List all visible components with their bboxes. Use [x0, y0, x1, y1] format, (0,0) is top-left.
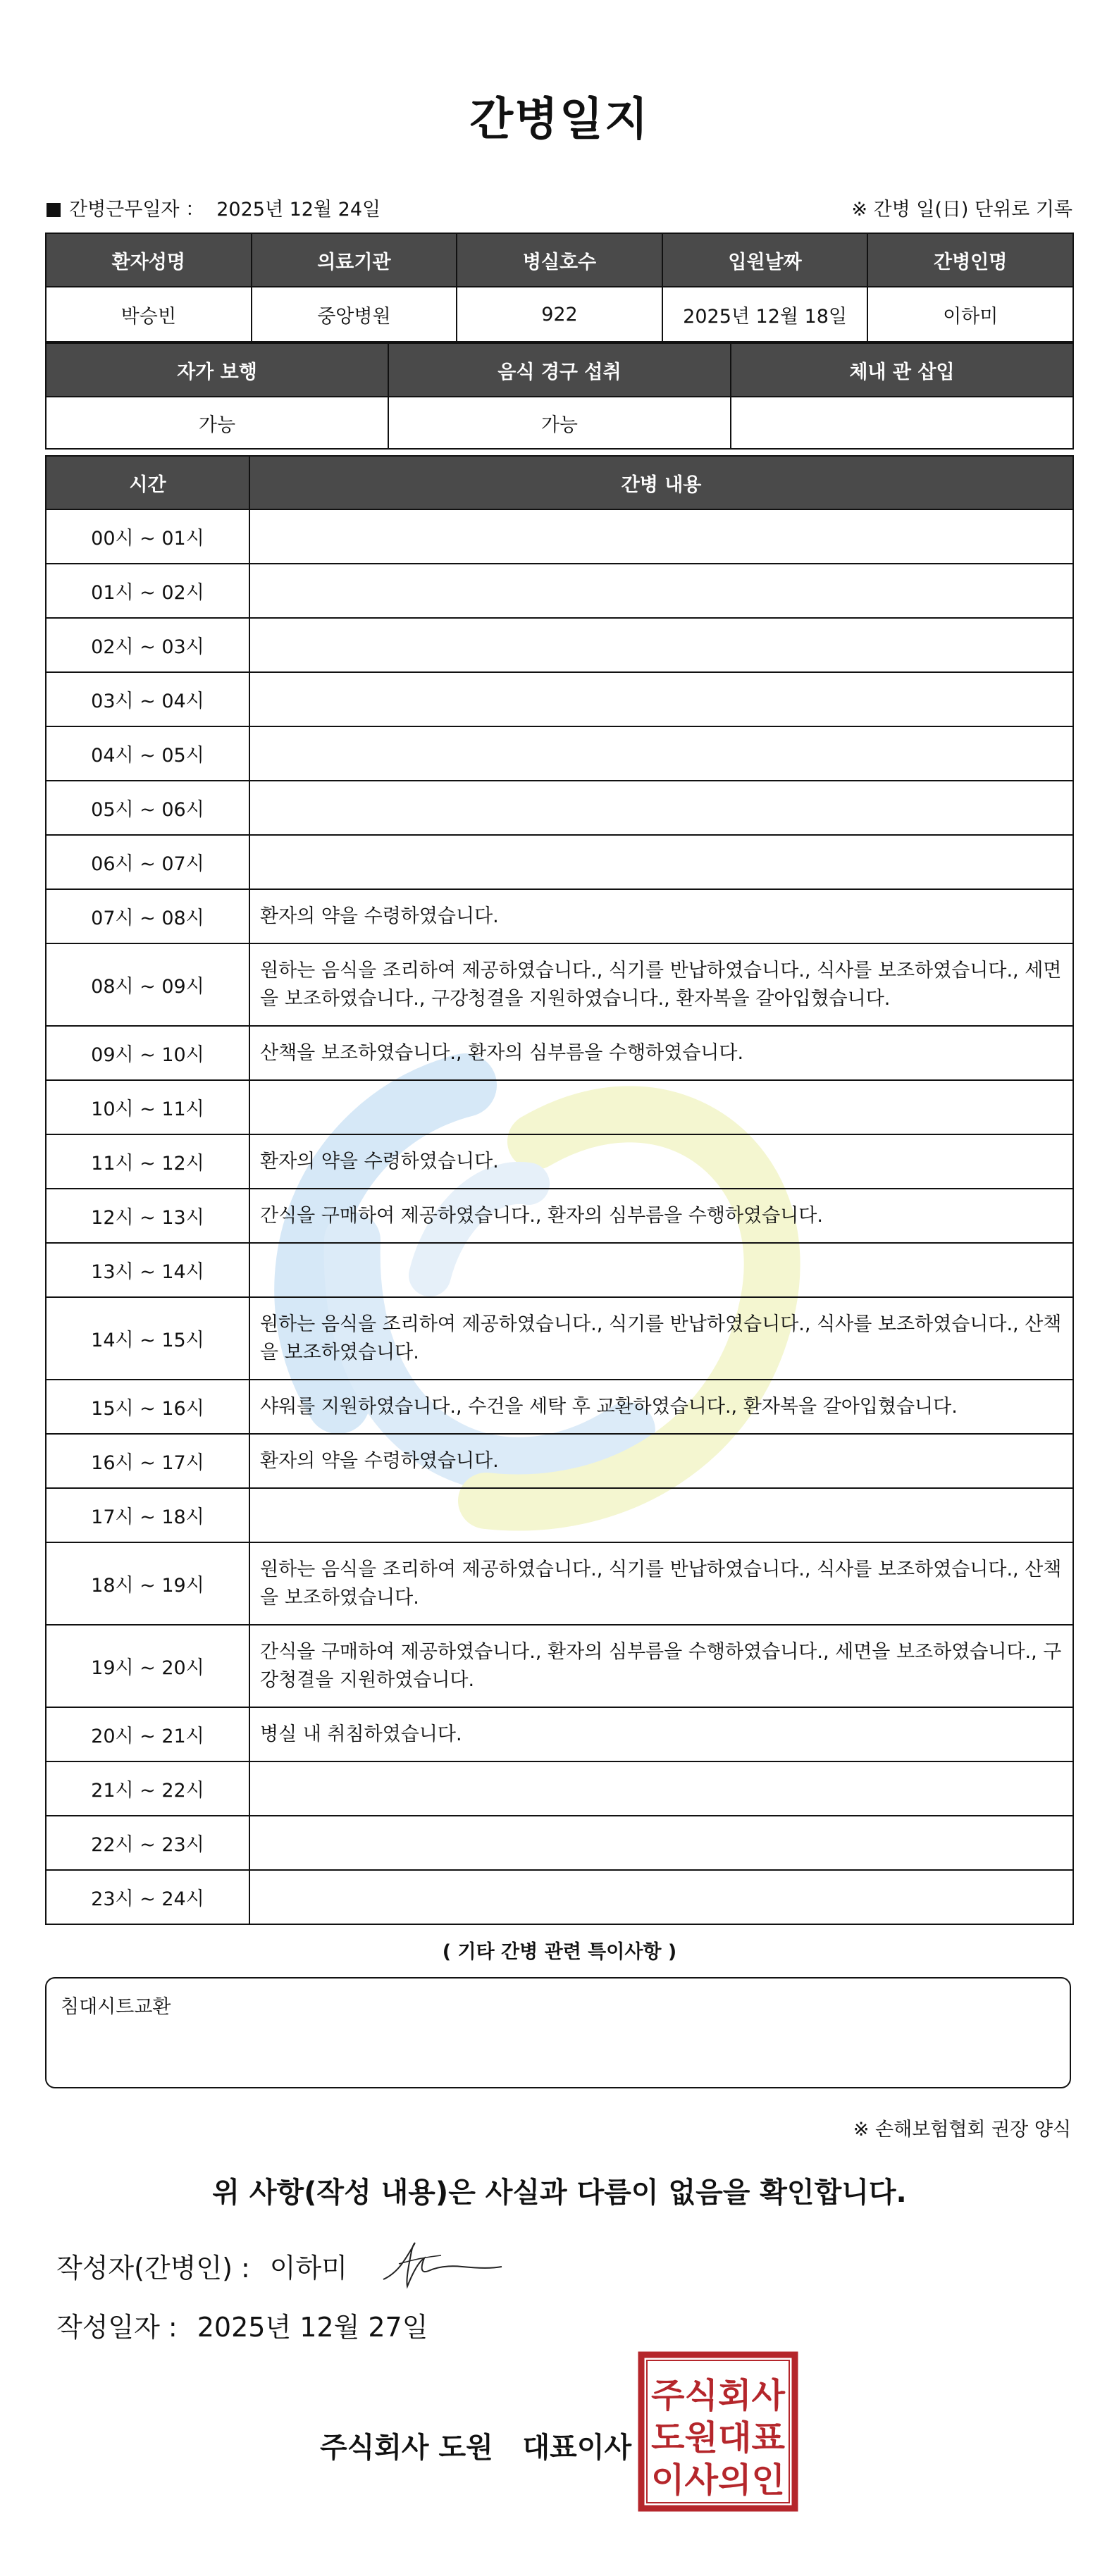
table-row — [46, 835, 1073, 889]
care-content — [249, 1816, 1073, 1870]
company-title: 대표이사 — [522, 2432, 632, 2464]
time-slot: 17시 ~ 18시 — [46, 1488, 249, 1542]
work-date-value: 2025년 12월 24일 — [216, 198, 381, 221]
table-row — [46, 889, 1073, 943]
table-row — [46, 1243, 1073, 1297]
tube-insertion-value — [731, 397, 1073, 449]
time-slot: 12시 ~ 13시 — [46, 1189, 249, 1243]
table-row — [46, 1761, 1073, 1816]
date-value: 2025년 12월 27일 — [197, 2312, 428, 2343]
work-date-label: 간병근무일자 ： — [69, 198, 205, 221]
work-date — [47, 194, 381, 221]
care-content — [249, 564, 1073, 618]
square-bullet-icon — [47, 203, 61, 217]
document-title: 간병일지 — [469, 94, 650, 146]
patient-info-value-row — [46, 287, 1073, 342]
care-content: 환자의 약을 수령하였습니다. — [249, 1434, 1073, 1488]
header-time: 시간 — [46, 456, 249, 509]
seal-text-line: 이사의인 — [651, 2460, 785, 2500]
time-slot: 01시 ~ 02시 — [46, 564, 249, 618]
table-row — [46, 564, 1073, 618]
seal-text-line: 주식회사 — [651, 2376, 786, 2415]
table-row — [46, 1707, 1073, 1761]
self-walking-value: 가능 — [46, 397, 388, 449]
hospital-name: 중앙병원 — [252, 287, 457, 342]
care-content: 간식을 구매하여 제공하였습니다., 환자의 심부름을 수행하였습니다. — [249, 1189, 1073, 1243]
care-content: 환자의 약을 수령하였습니다. — [249, 889, 1073, 943]
care-content — [249, 1488, 1073, 1542]
caregiver-name: 이하미 — [867, 287, 1073, 342]
care-content: 산책을 보조하였습니다., 환자의 심부름을 수행하였습니다. — [249, 1026, 1073, 1080]
care-content: 원하는 음식을 조리하여 제공하였습니다., 식기를 반납하였습니다., 식사를 보조하였습니다., 산책을 보조하였습니다. — [249, 1297, 1073, 1380]
time-slot: 13시 ~ 14시 — [46, 1243, 249, 1297]
table-row — [46, 1625, 1073, 1707]
header-caregiver-name: 간병인명 — [867, 233, 1073, 287]
header-tube-insertion: 체내 관 삽입 — [731, 343, 1073, 397]
header-care-content: 간병 내용 — [249, 456, 1073, 509]
time-slot: 21시 ~ 22시 — [46, 1761, 249, 1816]
table-row — [46, 1434, 1073, 1488]
header-hospital: 의료기관 — [252, 233, 457, 287]
table-row — [46, 1026, 1073, 1080]
care-content — [249, 618, 1073, 672]
time-slot: 04시 ~ 05시 — [46, 726, 249, 781]
care-content: 원하는 음식을 조리하여 제공하였습니다., 식기를 반납하였습니다., 식사를 보조하였습니다., 산책을 보조하였습니다. — [249, 1542, 1073, 1625]
author-name: 이하미 — [269, 2253, 347, 2284]
header-oral-intake: 음식 경구 섭취 — [388, 343, 731, 397]
care-content: 샤워를 지원하였습니다., 수건을 세탁 후 교환하였습니다., 환자복을 갈아입혔습니다. — [249, 1380, 1073, 1434]
confirmation-statement: 위 사항(작성 내용)은 사실과 다름이 없음을 확인합니다. — [212, 2176, 907, 2209]
handwritten-signature-icon — [378, 2230, 505, 2297]
room-number: 922 — [457, 287, 662, 342]
header-admission-date: 입원날짜 — [662, 233, 868, 287]
table-row — [46, 781, 1073, 835]
care-content: 원하는 음식을 조리하여 제공하였습니다., 식기를 반납하였습니다., 식사를 보조하였습니다., 세면을 보조하였습니다., 구강청결을 지원하였습니다., 환자복을 갈아입혔습니다. — [249, 943, 1073, 1026]
care-content: 간식을 구매하여 제공하였습니다., 환자의 심부름을 수행하였습니다., 세면을 보조하였습니다., 구강청결을 지원하였습니다. — [249, 1625, 1073, 1707]
admission-date: 2025년 12월 18일 — [662, 287, 868, 342]
oral-intake-value: 가능 — [388, 397, 731, 449]
care-content — [249, 509, 1073, 564]
time-slot: 07시 ~ 08시 — [46, 889, 249, 943]
care-content: 환자의 약을 수령하였습니다. — [249, 1134, 1073, 1189]
author-label: 작성자(간병인) : — [56, 2253, 250, 2284]
company-name: 주식회사 도원 — [320, 2432, 493, 2464]
time-slot: 23시 ~ 24시 — [46, 1870, 249, 1924]
care-content — [249, 781, 1073, 835]
table-row — [46, 1080, 1073, 1134]
care-log-table — [45, 455, 1074, 1925]
date-line — [56, 2305, 428, 2344]
table-row — [46, 1380, 1073, 1434]
patient-info-table — [45, 233, 1074, 342]
table-row — [46, 1134, 1073, 1189]
care-content — [249, 1243, 1073, 1297]
author-line — [56, 2246, 347, 2285]
source-note: ※ 손해보험협회 권장 양식 — [853, 2119, 1071, 2141]
table-row — [46, 943, 1073, 1026]
care-content — [249, 835, 1073, 889]
date-label: 작성일자 : — [56, 2312, 178, 2343]
time-slot: 05시 ~ 06시 — [46, 781, 249, 835]
time-slot: 00시 ~ 01시 — [46, 509, 249, 564]
time-slot: 14시 ~ 15시 — [46, 1297, 249, 1380]
care-content — [249, 1761, 1073, 1816]
special-notes-box — [45, 1977, 1071, 2088]
time-slot: 22시 ~ 23시 — [46, 1816, 249, 1870]
care-log-header-row — [46, 456, 1073, 509]
time-slot: 16시 ~ 17시 — [46, 1434, 249, 1488]
care-content: 병실 내 취침하였습니다. — [249, 1707, 1073, 1761]
time-slot: 18시 ~ 19시 — [46, 1542, 249, 1625]
table-row — [46, 509, 1073, 564]
time-slot: 11시 ~ 12시 — [46, 1134, 249, 1189]
special-notes-text: 침대시트교환 — [61, 1996, 171, 2018]
patient-status-table — [45, 342, 1074, 450]
work-date-row — [47, 193, 1072, 221]
table-row — [46, 1297, 1073, 1380]
table-row — [46, 1189, 1073, 1243]
header-patient-name: 환자성명 — [46, 233, 252, 287]
header-self-walking: 자가 보행 — [46, 343, 388, 397]
seal-text-line: 도원대표 — [651, 2418, 786, 2458]
time-slot: 20시 ~ 21시 — [46, 1707, 249, 1761]
care-log-rows — [46, 509, 1073, 1924]
patient-info-header-row — [46, 233, 1073, 287]
table-row — [46, 672, 1073, 726]
company-seal-icon — [637, 2351, 799, 2513]
table-row — [46, 1488, 1073, 1542]
special-notes-title: ( 기타 간병 관련 특이사항 ) — [442, 1941, 677, 1963]
time-slot: 15시 ~ 16시 — [46, 1380, 249, 1434]
time-slot: 19시 ~ 20시 — [46, 1625, 249, 1707]
patient-status-header-row — [46, 343, 1073, 397]
patient-status-value-row — [46, 397, 1073, 449]
care-content — [249, 726, 1073, 781]
company-signature — [320, 2425, 631, 2465]
care-content — [249, 1080, 1073, 1134]
time-slot: 08시 ~ 09시 — [46, 943, 249, 1026]
time-slot: 10시 ~ 11시 — [46, 1080, 249, 1134]
time-slot: 06시 ~ 07시 — [46, 835, 249, 889]
table-row — [46, 1542, 1073, 1625]
patient-name: 박승빈 — [46, 287, 252, 342]
table-row — [46, 618, 1073, 672]
table-row — [46, 1870, 1073, 1924]
table-row — [46, 726, 1073, 781]
header-room-number: 병실호수 — [457, 233, 662, 287]
care-content — [249, 672, 1073, 726]
time-slot: 02시 ~ 03시 — [46, 618, 249, 672]
care-content — [249, 1870, 1073, 1924]
table-row — [46, 1816, 1073, 1870]
time-slot: 03시 ~ 04시 — [46, 672, 249, 726]
time-slot: 09시 ~ 10시 — [46, 1026, 249, 1080]
record-unit-note: ※ 간병 일(日) 단위로 기록 — [851, 198, 1072, 221]
